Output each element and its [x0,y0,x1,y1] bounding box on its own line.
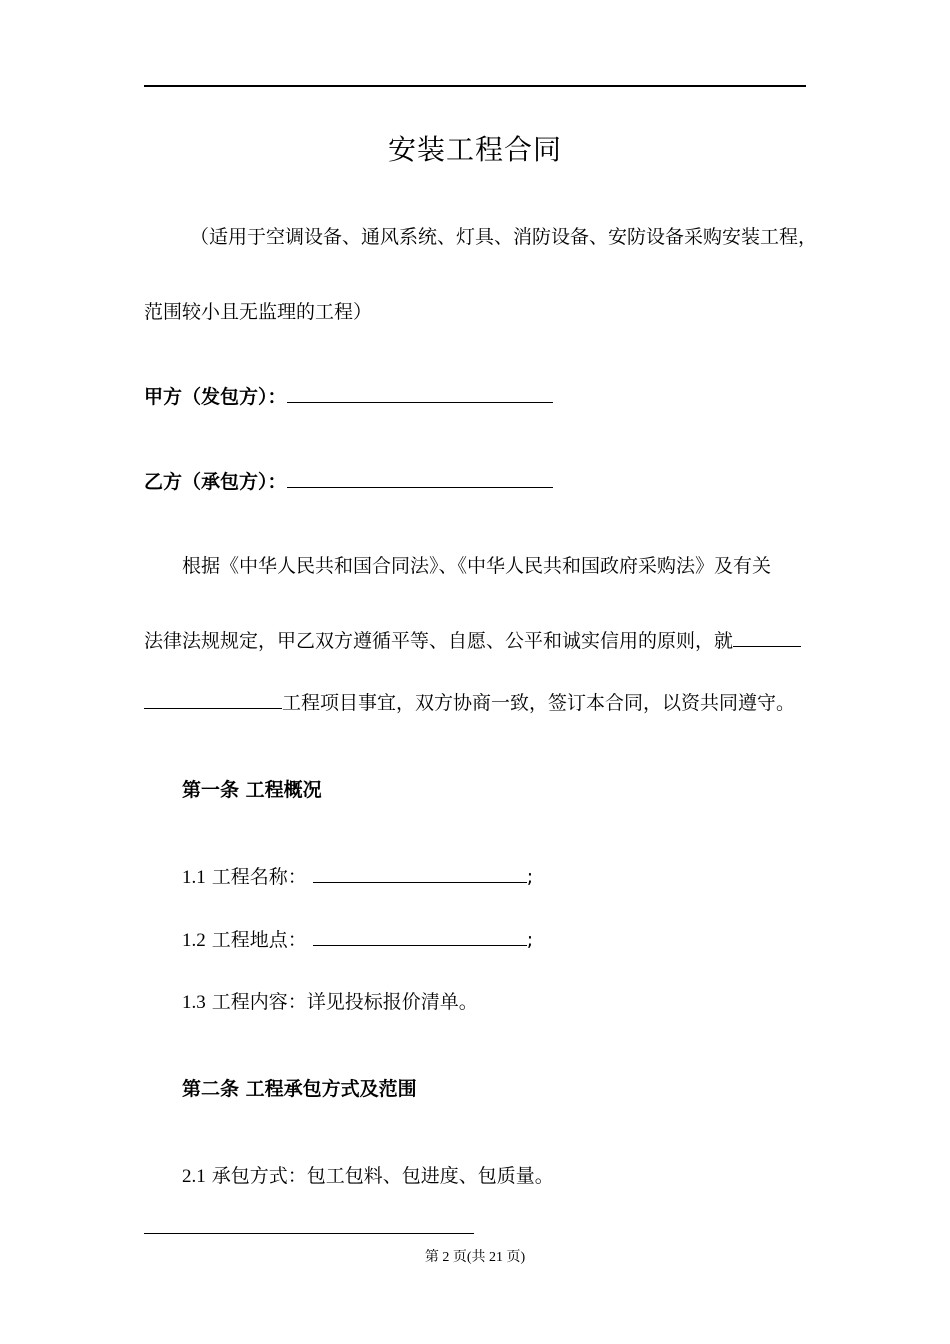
project-location-blank[interactable] [313,944,527,946]
item-end: ; [526,929,534,951]
header-rule [144,85,806,87]
scope-note-line1: （适用于空调设备、通风系统、灯具、消防设备、安防设备采购安装工程， [190,226,818,248]
footer-rule [144,1233,474,1234]
item-number: 2.1 [182,1166,206,1187]
item-number: 1.1 [182,867,206,888]
document-title: 安装工程合同 [387,133,562,166]
project-name-blank[interactable] [313,881,527,883]
item-label: 工程名称： [205,866,307,888]
article1-heading: 第一条 工程概况 [182,779,322,801]
preamble-line2-row [144,626,801,653]
preamble-line2: 法律法规规定，甲乙双方遵循平等、自愿、公平和诚实信用的原则，就 [144,630,734,652]
article1-item3 [182,987,478,1014]
article2-item1 [182,1161,554,1188]
party-a-label: 甲方（发包方）： [144,386,287,408]
party-b-label: 乙方（承包方）： [144,471,287,493]
project-name-blank-end[interactable] [144,707,282,709]
scope-note-line2: 范围较小且无监理的工程） [144,301,373,323]
item-label: 工程地点： [205,929,307,951]
article2-heading: 第二条 工程承包方式及范围 [182,1078,417,1100]
item-number: 1.3 [182,992,206,1013]
article1-item2 [182,925,533,952]
project-name-blank-start[interactable] [733,645,801,647]
party-b-row [144,467,553,494]
item-end: ; [526,866,534,888]
party-a-blank[interactable] [287,401,553,403]
page-number: 第 2 页(共 21 页) [424,1250,526,1265]
preamble-line3: 工程项目事宜，双方协商一致，签订本合同，以资共同遵守。 [282,692,796,714]
party-b-blank[interactable] [287,486,553,488]
item-text: 工程内容：详见投标报价清单。 [205,991,478,1013]
party-a-row [144,382,553,409]
item-text: 承包方式：包工包料、包进度、包质量。 [205,1165,554,1187]
preamble-line1: 根据《中华人民共和国合同法》、《中华人民共和国政府采购法》及有关 [182,555,772,577]
item-number: 1.2 [182,930,206,951]
preamble-line3-row [144,688,795,715]
article1-item1 [182,862,533,889]
